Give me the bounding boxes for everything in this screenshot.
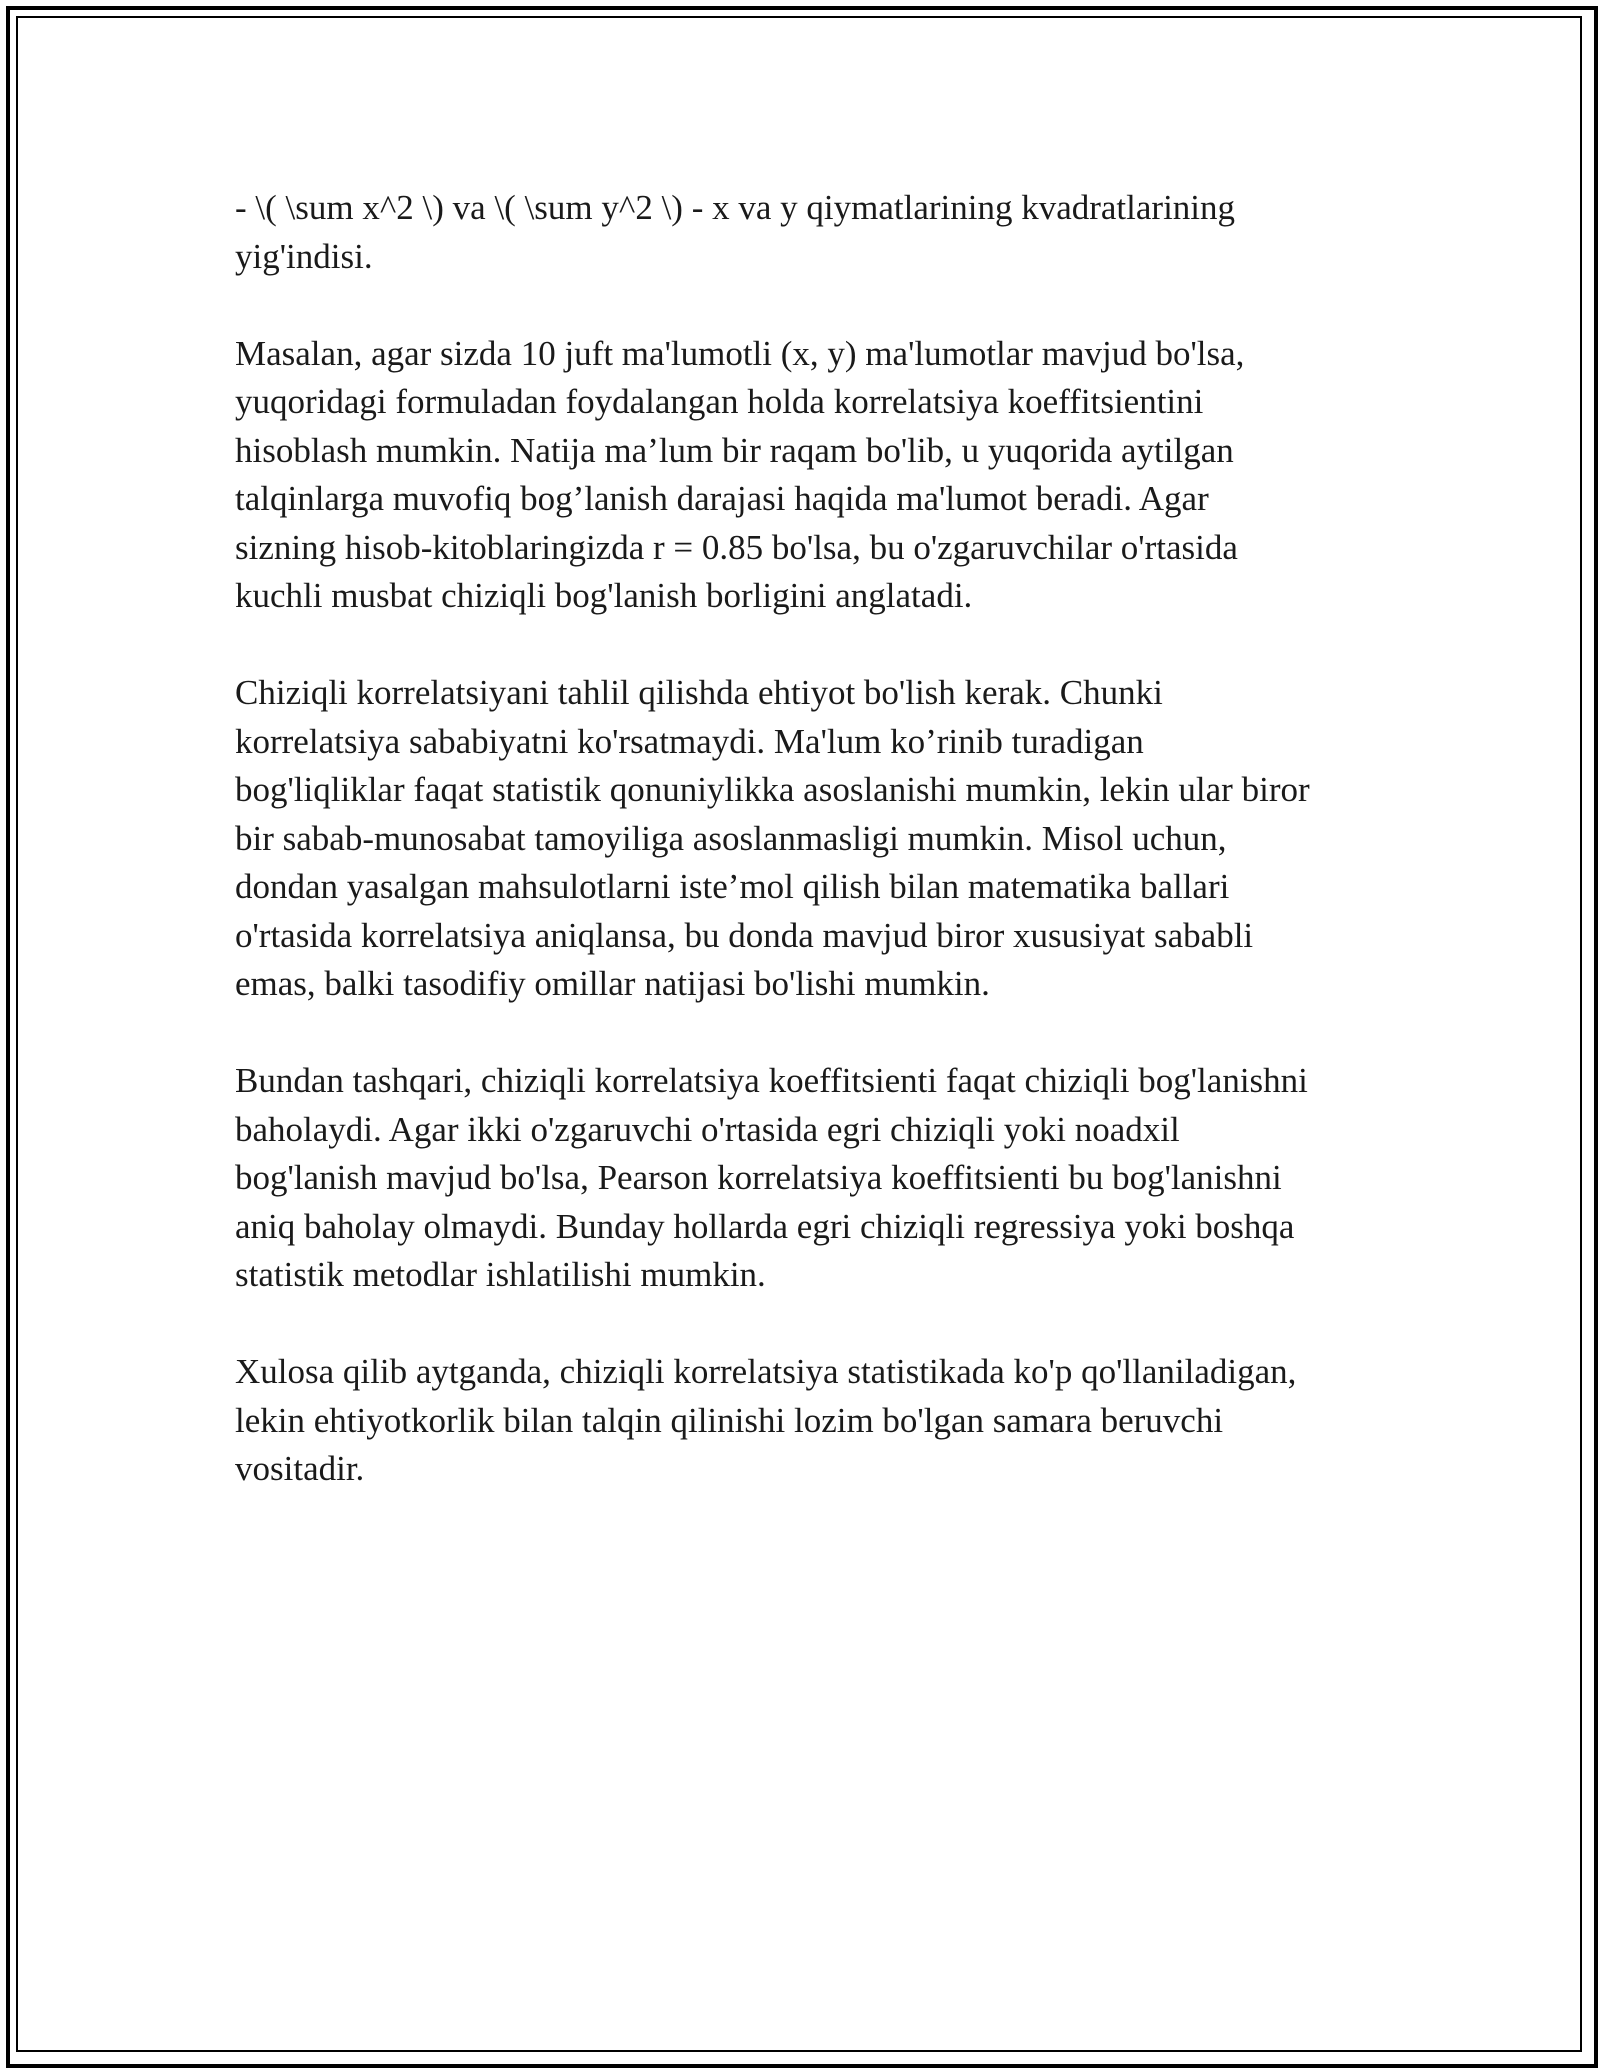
paragraph-sum-of-squares: - \( \sum x^2 \) va \( \sum y^2 \) - x va y qiymatlarining kvadratlarining yig'indisi. (235, 188, 1236, 276)
document-body (235, 184, 1385, 1542)
paragraph-example-calculation: Masalan, agar sizda 10 juft ma'lumotli (x, y) ma'lumotlar mavjud bo'lsa, yuqoridagi formuladan foydalangan holda korrelatsiya koeffitsientini hisoblash mumkin. Natija ma’lum bir raqam bo'lib, u yuqorida aytilgan talqinlarga muvofiq bog’lanish darajasi haqida ma'lumot beradi. Agar sizning hisob-kitoblaringizda r = 0.85 bo'lsa, bu o'zgaruvchilar o'rtasida kuchli musbat chiziqli bog'lanish borligini anglatadi. (235, 333, 1245, 615)
paragraph-linear-only: Bundan tashqari, chiziqli korrelatsiya koeffitsienti faqat chiziqli bog'lanishni baholaydi. Agar ikki o'zgaruvchi o'rtasida egri chiziqli yoki noadxil bog'lanish mavjud bo'lsa, Pearson korrelatsiya koeffitsienti bu bog'lanishni aniq baholay olmaydi. Bunday hollarda egri chiziqli regressiya yoki boshqa statistik metodlar ishlatilishi mumkin. (235, 1061, 1308, 1294)
paragraph-conclusion: Xulosa qilib aytganda, chiziqli korrelatsiya statistikada ko'p qo'llaniladigan, lekin ehtiyotkorlik bilan talqin qilinishi lozim bo'lgan samara beruvchi vositadir. (235, 1352, 1297, 1488)
paragraph-caution-causality: Chiziqli korrelatsiyani tahlil qilishda ehtiyot bo'lish kerak. Chunki korrelatsiya sababiyatni ko'rsatmaydi. Ma'lum ko’rinib turadigan bog'liqliklar faqat statistik qonuniylikka asoslanishi mumkin, lekin ular biror bir sabab-munosabat tamoyiliga asoslanmasligi mumkin. Misol uchun, dondan yasalgan mahsulotlarni iste’mol qilish bilan matematika ballari o'rtasida korrelatsiya aniqlansa, bu donda mavjud biror xususiyat sababli emas, balki tasodifiy omillar natijasi bo'lishi mumkin. (235, 673, 1310, 1003)
